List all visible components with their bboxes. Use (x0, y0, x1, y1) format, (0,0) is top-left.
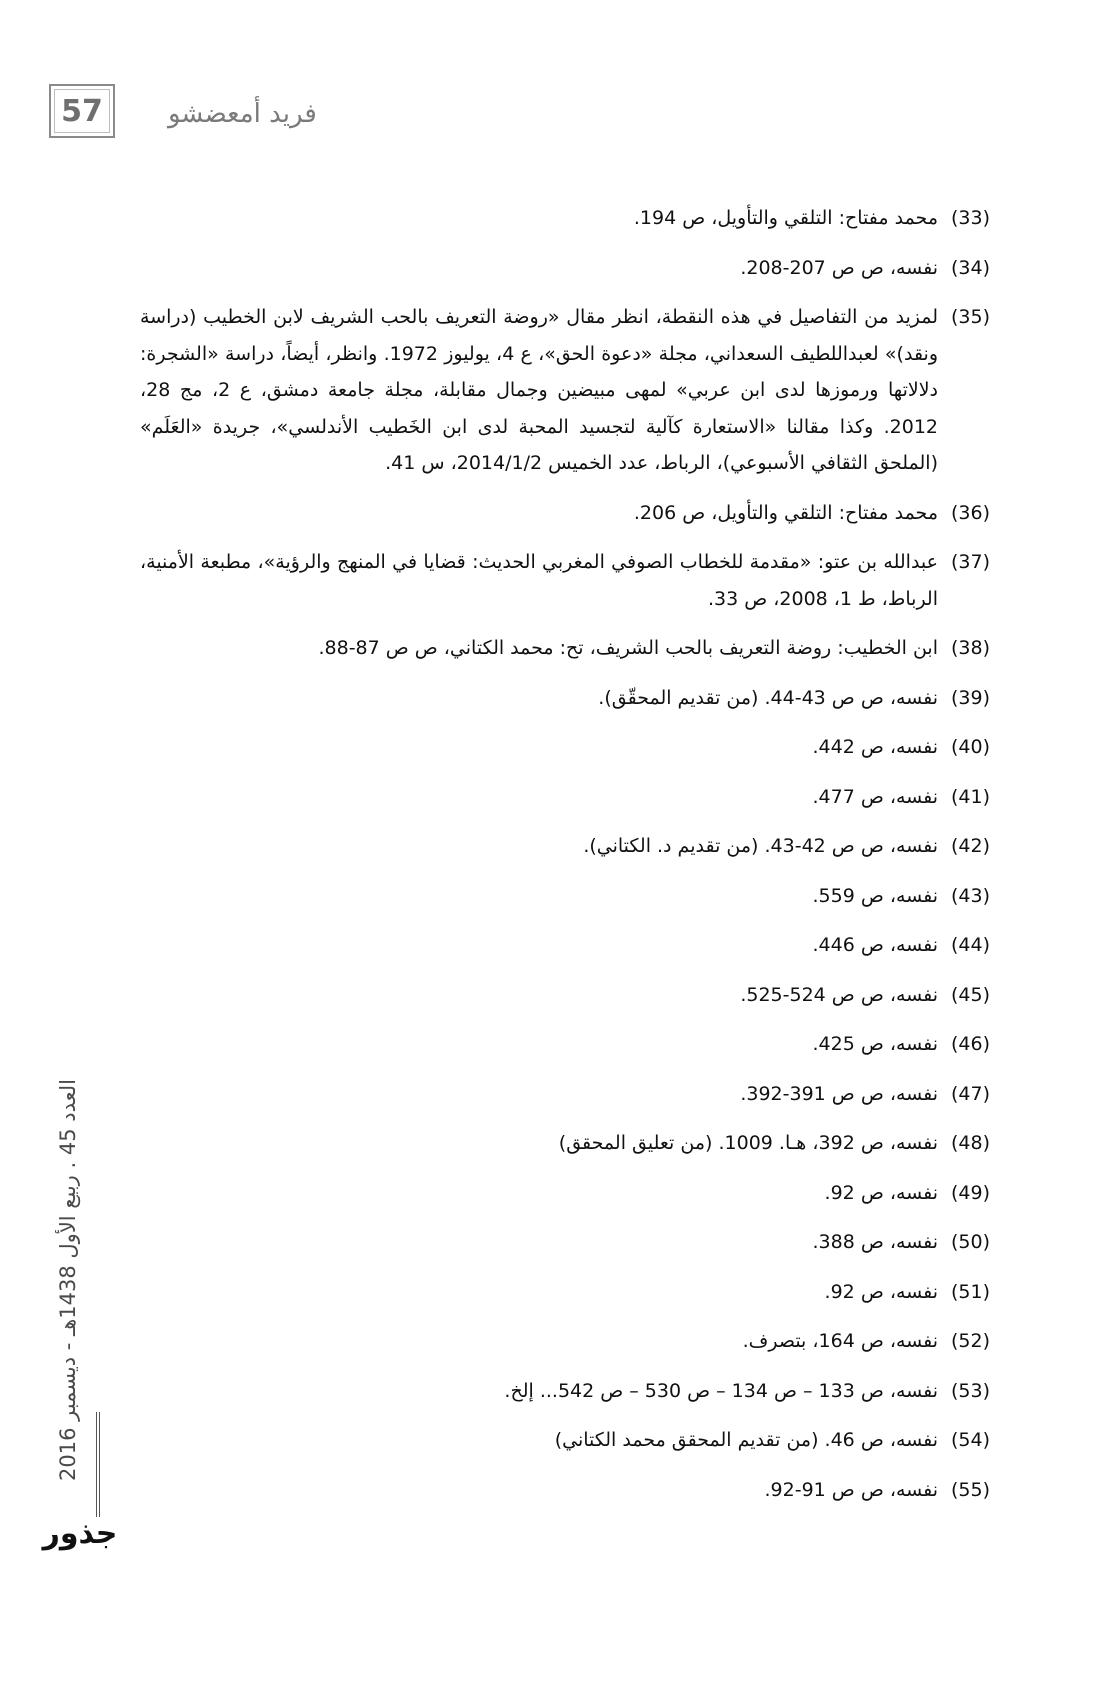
footnote-text: نفسه، ص ص 524-525. (740, 983, 938, 1006)
footnote-text: نفسه، ص 446. (812, 934, 938, 956)
footnote-number: (54) (950, 1429, 990, 1451)
footnote (140, 299, 990, 482)
footnote-number: (55) (950, 1478, 990, 1501)
footnote-number: (34) (950, 256, 990, 279)
footnote-number: (44) (950, 934, 990, 956)
footnote (140, 630, 990, 667)
footnote-number: (37) (950, 551, 990, 573)
footnote-text: نفسه، ص 92. (824, 1280, 938, 1303)
sidebar-divider (96, 1412, 100, 1517)
footnote-number: (47) (950, 1082, 990, 1105)
footnote (140, 977, 990, 1014)
footnote-number: (42) (950, 835, 990, 857)
footnote (140, 1125, 990, 1162)
footnote (140, 1274, 990, 1311)
author-name: فريد أمعضشو (168, 99, 317, 129)
footnote (140, 1076, 990, 1113)
footnote-text: نفسه، ص 92. (824, 1181, 938, 1204)
footnote-number: (50) (950, 1231, 990, 1253)
footnote-text: عبدالله بن عتو: «مقدمة للخطاب الصوفي المغربي الحديث: قضايا في المنهج والرؤية»، مطبعة الأمنية، الرباط، ط 1، 2008، ص 33. (140, 551, 938, 610)
footnote-number: (39) (950, 686, 990, 709)
footnote-text: محمد مفتاح: التلقي والتأويل، ص 194. (633, 207, 938, 229)
footnote (140, 544, 990, 617)
footnote (140, 927, 990, 964)
footnote-number: (36) (950, 501, 990, 524)
footnote (140, 1175, 990, 1212)
footnote (140, 680, 990, 717)
footnote (140, 828, 990, 865)
footnote-text: محمد مفتاح: التلقي والتأويل، ص 206. (633, 501, 938, 524)
footnote-text: نفسه، ص 425. (812, 1033, 938, 1055)
footnote (140, 1472, 990, 1509)
footnote-number: (53) (950, 1379, 990, 1402)
footnote-text: ابن الخطيب: روضة التعريف بالحب الشريف، تح: محمد الكتاني، ص ص 87-88. (318, 637, 938, 659)
footnote-text: نفسه، ص ص 391-392. (740, 1082, 938, 1105)
footnote-text: نفسه، ص ص 91-92. (764, 1478, 938, 1501)
footnote-text: نفسه، ص 46. (من تقديم المحقق محمد الكتاني) (554, 1429, 938, 1451)
footnote (140, 1323, 990, 1360)
footnote-text: نفسه، ص ص 42-43. (من تقديم د. الكتاني). (583, 835, 938, 857)
issue-text: العدد 45 . ربيع الأول 1438هـ - ديسمبر 2016 (56, 1079, 81, 1481)
footnote (140, 495, 990, 532)
footnote-text: نفسه، ص 442. (812, 736, 938, 758)
footnote-number: (49) (950, 1181, 990, 1204)
footnote-text: نفسه، ص ص 43-44. (من تقديم المحقّق). (598, 686, 938, 709)
footnote-text: نفسه، ص 133 – ص 134 – ص 530 – ص 542... إلخ. (504, 1379, 938, 1402)
issue-info (48, 1045, 88, 1515)
footnote-number: (40) (950, 736, 990, 758)
footnote-number: (52) (950, 1330, 990, 1352)
footnote-text: نفسه، ص 477. (812, 785, 938, 808)
footnote-text: نفسه، ص 559. (812, 884, 938, 907)
footnote-number: (51) (950, 1280, 990, 1303)
footnote (140, 1422, 990, 1459)
footnote-number: (45) (950, 983, 990, 1006)
footnote (140, 779, 990, 816)
footnote (140, 878, 990, 915)
footnote-number: (46) (950, 1033, 990, 1055)
footnote-number: (33) (950, 207, 990, 229)
footnote-number: (35) (950, 306, 990, 328)
footnote (140, 1373, 990, 1410)
footnote-number: (38) (950, 637, 990, 659)
footnote (140, 250, 990, 287)
footnote (140, 1224, 990, 1261)
journal-logo: جذور (42, 1516, 118, 1551)
footnote-text: لمزيد من التفاصيل في هذه النقطة، انظر مقال «روضة التعريف بالحب الشريف لابن الخطيب (دراسة ونقد)» لعبداللطيف السعداني، مجلة «دعوة الحق»، ع 4، يوليوز 1972. وانظر، أيضاً، دراسة «الشجرة: دلالاتها ورموزها لدى ابن عربي» لمهى مبيضين وجمال مقابلة، مجلة جامعة دمشق، ع 2، مج 28، 2012. وكذا مقالنا «الاستعارة كآلية لتجسيد المحبة لدى ابن الخَطيب الأندلسي»، جريدة «العَلَم» (الملحق الثقافي الأسبوعي)، الرباط، عدد الخميس 2014/1/2، س 41. (140, 306, 939, 474)
footnotes-list (140, 200, 990, 1521)
footnote (140, 729, 990, 766)
footnote-number: (48) (950, 1132, 990, 1154)
footnote-number: (43) (950, 884, 990, 907)
footnote (140, 1026, 990, 1063)
page-number: 57 (49, 84, 115, 138)
footnote-text: نفسه، ص 388. (812, 1231, 938, 1253)
footnote-text: نفسه، ص 164، بتصرف. (742, 1330, 938, 1352)
footnote-text: نفسه، ص 392، هـا. 1009. (من تعليق المحقق) (558, 1132, 938, 1154)
footnote-text: نفسه، ص ص 207-208. (740, 256, 938, 279)
footnote (140, 200, 990, 237)
footnote-number: (41) (950, 785, 990, 808)
